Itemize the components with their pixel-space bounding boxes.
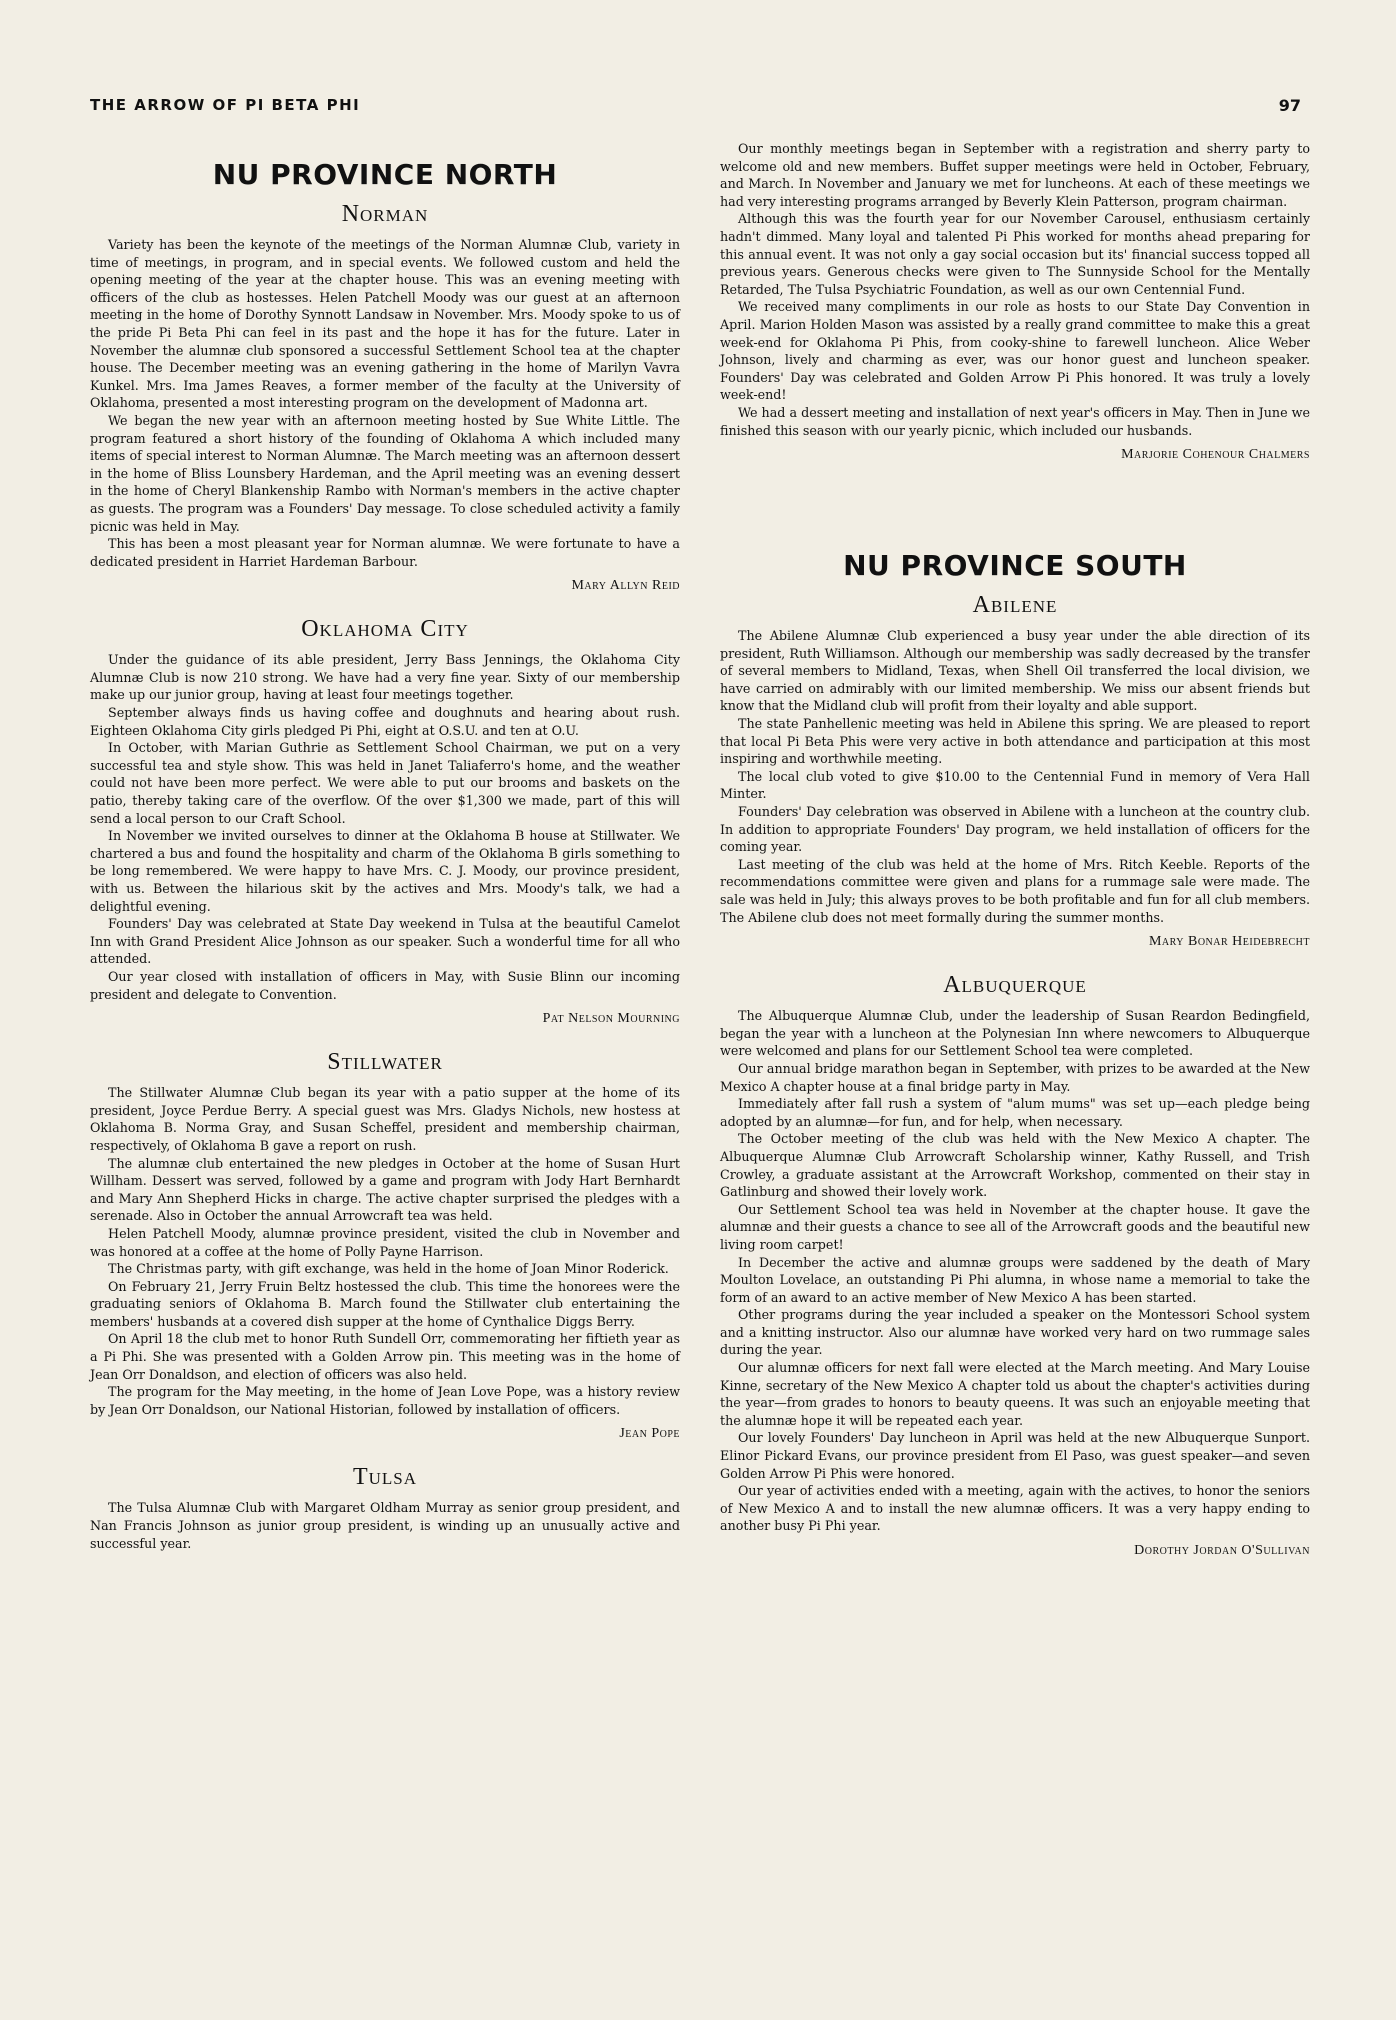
chapter-heading-stillwater: Stillwater (327, 1049, 443, 1076)
chapter-heading-norman: Norman (341, 201, 429, 227)
chapter-heading-abilene: Abilene (972, 592, 1058, 619)
running-head (90, 96, 1301, 120)
stillwater-paragraph: The alumnæ club entertained the new pledges in October at the home of Susan Hurt Willham. Dessert was served, followed by a game and program with Jody Hart Bernhardt and Mary Ann Shepherd Hicks in charge. The active chapter surprised the pledges with a serenade. Also in October the annual Arrowcraft tea was held. (90, 1155, 680, 1224)
stillwater-paragraph: The Stillwater Alumnæ Club began its year with a patio supper at the home of its president, Joyce Perdue Berry. A special guest was Mrs. Gladys Nichols, new hostess at Oklahoma B. Norma Gray, and Susan Scheffel, president and membership chairman, respectively, of Oklahoma B gave a report on rush. (90, 1085, 680, 1153)
oklahoma-city-paragraph: September always finds us having coffee and doughnuts and hearing about rush. Eighteen Oklahoma City girls pledged Pi Phi, eight at O.S.U. and ten at O.U. (90, 705, 680, 738)
section-heading-nu-province-south: NU PROVINCE SOUTH (843, 549, 1187, 583)
albuquerque-paragraph: Our annual bridge marathon began in September, with prizes to be awarded at the New Mexico A chapter house at a final bridge party in May. (720, 1060, 1310, 1094)
albuquerque-paragraph: In December the active and alumnæ groups were saddened by the death of Mary Moulton Lovelace, an outstanding Pi Phi alumna, in whose name a memorial to take the form of an award to an active member of New Mexico A has been started. (720, 1254, 1310, 1305)
abilene-paragraph: The state Panhellenic meeting was held in Abilene this spring. We are pleased to report that local Pi Beta Phis were very active in both attendance and participation at this most inspiring and worthwhile meeting. (720, 716, 1310, 767)
stillwater-paragraph: The Christmas party, with gift exchange, was held in the home of Joan Minor Roderick. (108, 1261, 669, 1277)
chapter-heading-albuquerque: Albuquerque (943, 972, 1087, 999)
section-spacer (720, 473, 1310, 523)
norman-paragraph: Variety has been the keynote of the meetings of the Norman Alumnæ Club, variety in time of meetings, in program, and in special events. We followed custom and held the opening meeting of the year at the chapter house. This was an evening meeting with officers of the club as hostesses. Helen Patchell Moody was our guest at an afternoon meeting in the home of Dorothy Synnott Landsaw in November. Mrs. Moody spoke to us of the pride Pi Beta Phi can feel in its past and the hope it has for the future. Later in November the alumnæ club sponsored a successful Settlement School tea at the chapter house. The December meeting was an evening gathering in the home of Marilyn Vavra Kunkel. Mrs. Ima James Reaves, a former member of the faculty at the University of Oklahoma, presented a most interesting program on the development of Madonna art. (90, 237, 680, 411)
oklahoma-city-paragraph: Our year closed with installation of officers in May, with Susie Blinn our incoming president and delegate to Convention. (90, 968, 680, 1002)
albuquerque-paragraph: Our Settlement School tea was held in November at the chapter house. It gave the alumnæ and their guests a chance to see all of the Arrowcraft goods and the beautiful new living room carpet! (720, 1201, 1310, 1252)
chapter-heading-tulsa: Tulsa (352, 1464, 418, 1491)
left-column (90, 140, 680, 1552)
oklahoma-city-signature: Pat Nelson Mourning (542, 1011, 680, 1027)
albuquerque-signature: Dorothy Jordan O'Sullivan (1134, 1543, 1310, 1558)
albuquerque-paragraph: Our alumnæ officers for next fall were elected at the March meeting. And Mary Louise Kinne, secretary of the New Mexico A chapter told us about the chapter's activities during the year—from grades to honors to beauty queens. It was such an enjoyable meeting that the alumnæ hope it will be repeated each year. (720, 1360, 1310, 1428)
tulsa-paragraph: The Tulsa Alumnæ Club with Margaret Oldham Murray as senior group president, and Nan Francis Johnson as junior group president, is winding up an unusually active and successful year. (90, 1500, 680, 1551)
oklahoma-city-paragraph: Under the guidance of its able president, Jerry Bass Jennings, the Oklahoma City Alumnæ Club is now 210 strong. We have had a very fine year. Sixty of our membership make up our junior group, having at least four meetings together. (90, 652, 680, 703)
abilene-paragraph: Founders' Day celebration was observed in Abilene with a luncheon at the country club. In addition to appropriate Founders' Day program, we held installation of officers for the coming year. (720, 804, 1310, 855)
oklahoma-city-paragraph: In October, with Marian Guthrie as Settlement School Chairman, we put on a very successful tea and style show. This was held in Janet Taliaferro's home, and the weather could not have been more perfect. We were able to put our brooms and baskets on the patio, thereby taking care of the overflow. Of the over $1,300 we made, part of this will send a local person to our Craft School. (90, 740, 680, 826)
oklahoma-city-paragraph: Founders' Day was celebrated at State Day weekend in Tulsa at the beautiful Camelot Inn with Grand President Alice Johnson as our speaker. Such a wonderful time for all who attended. (90, 916, 680, 967)
norman-paragraph: We began the new year with an afternoon meeting hosted by Sue White Little. The program featured a short history of the founding of Oklahoma A which included many items of special interest to Norman Alumnæ. The March meeting was an afternoon dessert in the home of Bliss Lounsbery Hardeman, and the April meeting was an evening dessert in the home of Cheryl Blankenship Rambo with Norman's members in the active chapter as guests. The program was a Founders' Day message. To close scheduled activity a family picnic was held in May. (90, 412, 680, 534)
albuquerque-paragraph: Our year of activities ended with a meeting, again with the actives, to honor the seniors of New Mexico A and to install the new alumnæ officers. It was a very happy ending to another busy Pi Phi year. (720, 1483, 1310, 1534)
tulsa-paragraph: Although this was the fourth year for our November Carousel, enthusiasm certainly hadn't dimmed. Many loyal and talented Pi Phis worked for months ahead preparing for this annual event. It was not only a gay social occasion but its' financial success topped all previous years. Generous checks were given to The Sunnyside School for the Mentally Retarded, The Tulsa Psychiatric Foundation, as well as our own Centennial Fund. (720, 211, 1310, 297)
stillwater-paragraph: On April 18 the club met to honor Ruth Sundell Orr, commemorating her fiftieth year as a Pi Phi. She was presented with a Golden Arrow pin. This meeting was in the home of Jean Orr Donaldson, and election of officers was also held. (90, 1331, 680, 1382)
tulsa-paragraph: Our monthly meetings began in September with a registration and sherry party to welcome old and new members. Buffet supper meetings were held in October, February, and March. In November and January we met for luncheons. At each of these meetings we had very interesting programs arranged by Beverly Klein Patterson, program chairman. (720, 141, 1310, 209)
norman-signature: Mary Allyn Reid (571, 578, 680, 594)
section-heading-nu-province-north: NU PROVINCE NORTH (212, 158, 558, 191)
albuquerque-paragraph: Our lovely Founders' Day luncheon in April was held at the new Albuquerque Sunport. Elinor Pickard Evans, our province president from El Paso, was guest speaker—and seven Golden Arrow Pi Phis were honored. (720, 1430, 1310, 1481)
albuquerque-paragraph: The Albuquerque Alumnæ Club, under the leadership of Susan Reardon Bedingfield, began the year with a luncheon at the Polynesian Inn where newcomers to Albuquerque were welcomed and plans for our Settlement School tea were completed. (720, 1008, 1310, 1059)
stillwater-signature: Jean Pope (619, 1426, 680, 1442)
albuquerque-paragraph: Immediately after fall rush a system of "alum mums" was set up—each pledge being adopted by an alumnæ—for fun, and for help, when necessary. (720, 1096, 1310, 1129)
running-title: THE ARROW OF PI BETA PHI (90, 96, 361, 114)
norman-paragraph: This has been a most pleasant year for Norman alumnæ. We were fortunate to have a dedicated president in Harriet Hardeman Barbour. (90, 536, 680, 569)
chapter-heading-oklahoma-city: Oklahoma City (301, 616, 469, 643)
page-number: 97 (1278, 96, 1301, 115)
abilene-paragraph: The local club voted to give $10.00 to the Centennial Fund in memory of Vera Hall Minter. (720, 768, 1310, 802)
tulsa-paragraph: We had a dessert meeting and installation of next year's officers in May. Then in June we finished this season with our yearly picnic, which included our husbands. (720, 404, 1310, 438)
stillwater-paragraph: On February 21, Jerry Fruin Beltz hostessed the club. This time the honorees were the graduating seniors of Oklahoma B. March found the Stillwater club entertaining the members' husbands at a covered dish supper at the home of Cynthalice Diggs Berry. (90, 1278, 680, 1329)
right-column (720, 140, 1310, 1569)
albuquerque-paragraph: Other programs during the year included a speaker on the Montessori School system and a knitting instructor. Also our alumnæ have worked very hard on two rummage sales during the year. (720, 1307, 1310, 1358)
abilene-paragraph: Last meeting of the club was held at the home of Mrs. Ritch Keeble. Reports of the recommendations committee were given and plans for a rummage sale were made. The sale was held in July; this always proves to be both profitable and fun for all club members. The Abilene club does not meet formally during the summer months. (720, 856, 1310, 925)
tulsa-paragraph: We received many compliments in our role as hosts to our State Day Convention in April. Marion Holden Mason was assisted by a really grand committee to make this a great week-end for Oklahoma Pi Phis, from cooky-shine to farewell luncheon. Alice Weber Johnson, lively and charming as ever, was our honor guest and luncheon speaker. Founders' Day was celebrated and Golden Arrow Pi Phis honored. It was truly a lovely week-end! (720, 299, 1310, 403)
abilene-paragraph: The Abilene Alumnæ Club experienced a busy year under the able direction of its president, Ruth Williamson. Although our membership was sadly decreased by the transfer of several members to Midland, Texas, when Shell Oil transferred the local division, we have carried on admirably with our limited membership. We miss our absent friends but know that the Midland club will profit from their loyalty and able support. (720, 628, 1310, 714)
abilene-signature: Mary Bonar Heidebrecht (1148, 934, 1310, 950)
stillwater-paragraph: The program for the May meeting, in the home of Jean Love Pope, was a history review by Jean Orr Donaldson, our National Historian, followed by installation of officers. (90, 1384, 680, 1417)
albuquerque-paragraph: The October meeting of the club was held with the New Mexico A chapter. The Albuquerque Alumnæ Club Arrowcraft Scholarship winner, Kathy Russell, and Trish Crowley, a graduate assistant at the Arrowcraft Workshop, commented on their stay in Gatlinburg and showed their lovely work. (720, 1131, 1310, 1200)
stillwater-paragraph: Helen Patchell Moody, alumnæ province president, visited the club in November and was honored at a coffee at the home of Polly Payne Harrison. (90, 1225, 680, 1259)
tulsa-signature: Marjorie Cohenour Chalmers (1121, 447, 1310, 463)
oklahoma-city-paragraph: In November we invited ourselves to dinner at the Oklahoma B house at Stillwater. We chartered a bus and found the hospitality and charm of the Oklahoma B girls something to be long remembered. We were happy to have Mrs. C. J. Moody, our province president, with us. Between the hilarious skit by the actives and Mrs. Moody's talk, we had a delightful evening. (90, 828, 680, 914)
